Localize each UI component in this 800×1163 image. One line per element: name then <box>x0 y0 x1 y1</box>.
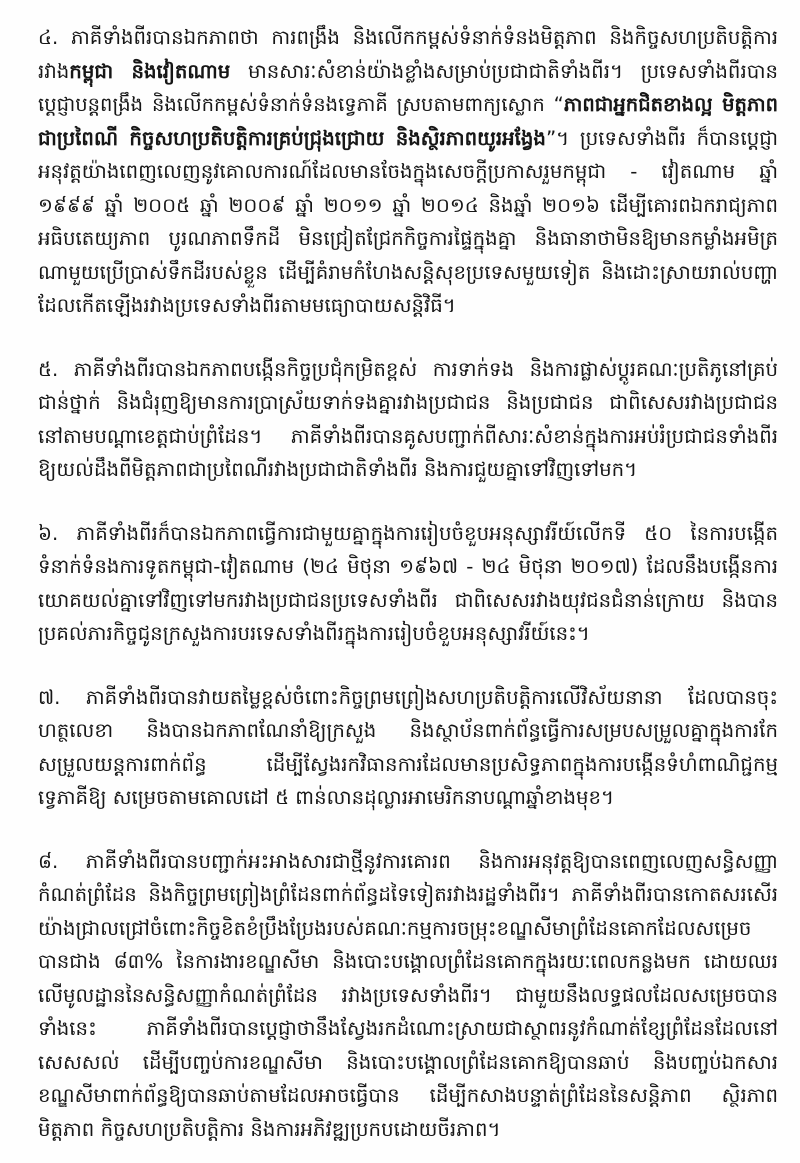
text-line <box>38 845 778 879</box>
line-text: អនុវត្តយ៉ាងពេញលេញនូវគោលការណ៍ដែលមានចែងក្នុងសេចក្ដីប្រកាសរួមកម្ពុជា - វៀតណាម ឆ្នាំ <box>38 160 778 183</box>
line-text: ខណ្ឌសីមាពាក់ព័ន្ធឱ្យបានឆាប់តាមដែលអាចធ្វើបាន ដើម្បីកសាងបន្ទាត់ព្រំដែននៃសន្តិភាព ស្ថិរភាព <box>38 1084 778 1107</box>
line-text: សម្រួលយន្តការពាក់ព័ន្ធ ដើម្បីស្វែងរកវិធានការដែលមានប្រសិទ្ធភាពក្នុងការបង្កើនទំហំពាណិជ្ជកម្ម <box>38 752 778 776</box>
text-line <box>38 681 778 715</box>
line-text: ណាមួយប្រើប្រាស់ទឹកដីរបស់ខ្លួន ដើម្បីគំរាមកំហែងសន្តិសុខប្រទេសមួយទៀត និងដោះស្រាយរាល់បញ្ហា <box>38 260 778 284</box>
text-line <box>38 748 778 782</box>
line-text: បានជាង ៨៣% នៃការងារខណ្ឌសីមា និងបោះបង្គោលព្រំដែនគោកក្នុងរយៈពេលកន្លងមក ដោយឈរ <box>38 950 778 973</box>
paragraph-number: ៨. <box>38 849 59 873</box>
text-line <box>38 550 778 584</box>
text-line <box>38 420 778 454</box>
line-text: ភាគីទាំងពីរក៏បានឯកភាពធ្វើការជាមួយគ្នាក្នុងការរៀបចំខួបអនុស្សាវរីយ៍លើកទី ៥០ នៃការបង្កើត <box>76 521 778 545</box>
paragraph-8 <box>38 845 778 1147</box>
paragraph-number: ៦. <box>38 521 59 545</box>
text-line <box>38 353 778 387</box>
line-text: ភាគីទាំងពីរបានបញ្ជាក់អះអាងសារជាថ្មីនូវការគោរព និងការអនុវត្តឱ្យបានពេញលេញសន្ធិសញ្ញា <box>85 849 778 873</box>
paragraph-number: ៧. <box>38 685 61 709</box>
text-line <box>38 1079 778 1113</box>
paragraph-number: ៤. <box>38 26 59 49</box>
text-line <box>38 386 778 420</box>
line-text: កំណត់ព្រំដែន និងកិច្ចព្រមព្រៀងព្រំដែនពាក់ព័ន្ធដទៃទៀតរវាងរដ្ឋទាំងពីរ។ ភាគីទាំងពីរបានកោតសរសើរ <box>38 883 778 906</box>
text-line <box>38 122 778 156</box>
text-line <box>38 878 778 912</box>
line-text: ”។ ប្រទេសទាំងពីរ ក៏បានប្ដេជ្ញា <box>545 126 778 150</box>
line-text: អធិបតេយ្យភាព បូរណភាពទឹកដី មិនជ្រៀតជ្រែកកិច្ចការផ្ទៃក្នុងគ្នា និងធានាថាមិនឱ្យមានកម្លាំងអមិត្រ <box>38 227 778 250</box>
line-text: មានសារៈសំខាន់យ៉ាងខ្លាំងសម្រាប់ប្រជាជាតិទាំងពីរ។ ប្រទេសទាំងពីរបាន <box>230 59 778 83</box>
line-text: ១៩៩៩ ឆ្នាំ ២០០៥ ឆ្នាំ ២០០៩ ឆ្នាំ ២០១១ ឆ្នាំ ២០១៤ និងឆ្នាំ ២០១៦ ដើម្បីគោរពឯករាជ្យភាព <box>38 193 778 217</box>
paragraph-7 <box>38 681 778 815</box>
line-text: មិត្តភាព កិច្ចសហប្រតិបត្តិការ និងការអភិវឌ្ឍប្រកបដោយចីរភាព។ <box>38 1117 501 1141</box>
text-line <box>38 1113 778 1147</box>
text-line <box>38 155 778 189</box>
text-line <box>38 714 778 748</box>
line-text: ជាន់ថ្នាក់ និងជំរុញឱ្យមានការប្រាស្រ័យទាក់ទងគ្នារវាងប្រជាជន និងប្រជាជន ជាពិសេសរវាងប្រជាជន <box>38 391 778 414</box>
line-text: ដែលកើតឡើងរវាងប្រទេសទាំងពីរតាមមធ្យោបាយសន្តិវិធី។ <box>38 294 456 317</box>
text-line <box>38 584 778 618</box>
text-line <box>38 453 778 487</box>
line-text: ទំនាក់ទំនងការទូតកម្ពុជា-វៀតណាម (២៤ មិថុនា ១៩៦៧ - ២៤ មិថុនា ២០១៧) ដែលនឹងបង្កើនការ <box>38 555 778 578</box>
line-text: ទ្វេភាគីឱ្យ សម្រេចតាមគោលដៅ ៥ ពាន់លានដុល្លារអាមេរិកនាបណ្ដាឆ្នាំខាងមុខ។ <box>38 786 614 809</box>
line-text: នៅតាមបណ្ដាខេត្តជាប់ព្រំដែន។ ភាគីទាំងពីរបានគូសបញ្ជាក់ពីសារៈសំខាន់ក្នុងការអប់រំប្រជាជនទាំងពីរ <box>38 424 778 448</box>
line-text: ភាគីទាំងពីរបានឯកភាពថា ការពង្រឹង និងលើកកម្ពស់ទំនាក់ទំនងមិត្តភាព និងកិច្ចសហប្រតិបត្តិការ <box>70 26 778 49</box>
line-text: យ៉ាងជ្រាលជ្រៅចំពោះកិច្ចខិតខំប្រឹងប្រែងរបស់គណៈកម្មការចម្រុះខណ្ឌសីមាព្រំដែនគោកដែលសម្រេច <box>38 916 752 940</box>
text-line <box>38 88 778 122</box>
text-line <box>38 945 778 979</box>
line-text: ឱ្យយល់ដឹងពីមិត្តភាពជាប្រពៃណីរវាងប្រជាជាតិទាំងពីរ និងការជួយគ្នាទៅវិញទៅមក។ <box>38 458 638 481</box>
line-text: ប្ដេជ្ញាបន្តពង្រឹង និងលើកកម្ពស់ទំនាក់ទំនងទ្វេភាគី ស្របតាមពាក្យស្លោក “ <box>38 93 564 116</box>
text-line <box>38 617 778 651</box>
line-text: ហត្ថលេខា និងបានឯកភាពណែនាំឱ្យក្រសួង និងស្ថាប័នពាក់ព័ន្ធធ្វើការសម្របសម្រួលគ្នាក្នុងការកែ <box>38 719 778 742</box>
bold-phrase: ភាពជាអ្នកជិតខាងល្អ មិត្តភាព <box>563 93 778 116</box>
text-line <box>38 781 778 815</box>
paragraph-5 <box>38 353 778 487</box>
text-line <box>38 21 778 55</box>
line-text: រវាង <box>38 59 70 83</box>
text-line <box>38 222 778 256</box>
line-text: ភាគីទាំងពីរបានវាយតម្លៃខ្ពស់ចំពោះកិច្ចព្រមព្រៀងសហប្រតិបត្តិការលើវិស័យនានា ដែលបានចុះ <box>85 685 778 709</box>
text-line <box>38 189 778 223</box>
paragraph-4 <box>38 21 778 323</box>
text-line <box>38 1046 778 1080</box>
line-text: សេសសល់ ដើម្បីបញ្ចប់ការខណ្ឌសីមា និងបោះបង្គោលព្រំដែនគោកឱ្យបានឆាប់ និងបញ្ចប់ឯកសារ <box>38 1050 778 1074</box>
text-line <box>38 912 778 946</box>
text-line <box>38 289 778 323</box>
paragraph-6 <box>38 517 778 651</box>
bold-phrase: ជាប្រពៃណី កិច្ចសហប្រតិបត្តិការគ្រប់ជ្រុងជ្រោយ និងស្ថិរភាពយូរអង្វែង <box>38 126 546 150</box>
text-line <box>38 517 778 551</box>
line-text: ទាំងនេះ ភាគីទាំងពីរបានប្ដេជ្ញាថានឹងស្វែងរកដំណោះស្រាយជាស្ថាពរនូវកំណាត់ខ្សែព្រំដែនដែលនៅ <box>38 1017 778 1040</box>
line-text: ភាគីទាំងពីរបានឯកភាពបង្កើនកិច្ចប្រជុំកម្រិតខ្ពស់ ការទាក់ទង និងការផ្លាស់ប្ដូរគណៈប្រតិភូនៅគ្រប់ <box>73 357 778 381</box>
line-text: លើមូលដ្ឋាននៃសន្ធិសញ្ញាកំណត់ព្រំដែន រវាងប្រទេសទាំងពីរ។ ជាមួយនឹងលទ្ធផលដែលសម្រេចបាន <box>38 983 778 1007</box>
text-line <box>38 1012 778 1046</box>
text-line <box>38 256 778 290</box>
bold-phrase: កម្ពុជា និងវៀតណាម <box>69 59 231 83</box>
line-text: ប្រគល់ភារកិច្ចជូនក្រសួងការបរទេសទាំងពីរក្នុងការរៀបចំខួបអនុស្សាវរីយ៍នេះ។ <box>38 622 590 645</box>
text-line <box>38 979 778 1013</box>
paragraph-number: ៥. <box>38 357 59 381</box>
line-text: យោគយល់គ្នាទៅវិញទៅមករវាងប្រជាជនប្រទេសទាំងពីរ ជាពិសេសរវាងយុវជនជំនាន់ក្រោយ និងបាន <box>38 588 778 612</box>
text-line <box>38 55 778 89</box>
